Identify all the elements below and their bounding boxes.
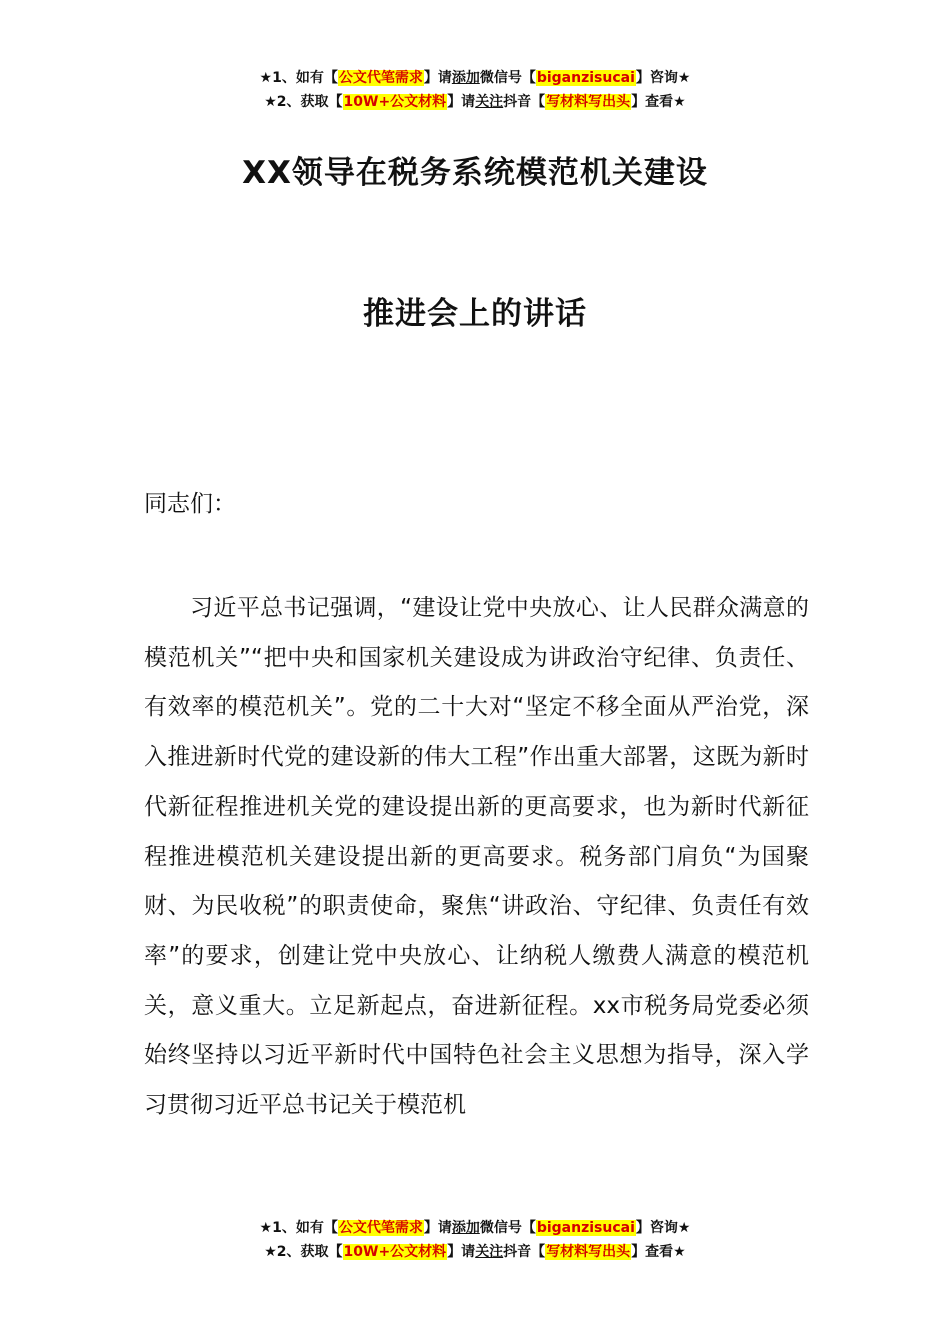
banner-highlight: 写材料写出头 (546, 1244, 631, 1260)
banner-emphasis: 添加 (451, 70, 480, 86)
banner-highlight: 公文代笔需求 (338, 70, 423, 86)
banner-line-1: ★1、如有【公文代笔需求】请添加微信号【biganzisucai】咨询★ (259, 70, 691, 86)
banner-line-1: ★1、如有【公文代笔需求】请添加微信号【biganzisucai】咨询★ (259, 1220, 691, 1236)
banner-highlight: 10W+公文材料 (343, 1244, 447, 1260)
banner-emphasis: 关注 (475, 94, 504, 110)
banner-emphasis: 关注 (475, 1244, 504, 1260)
document-title-line-2: 推进会上的讲话 (363, 296, 587, 332)
banner-line-2: ★2、获取【10W+公文材料】请关注抖音【写材料写出头】查看★ (264, 1244, 686, 1260)
banner-line-2: ★2、获取【10W+公文材料】请关注抖音【写材料写出头】查看★ (264, 94, 686, 110)
banner-highlight: 写材料写出头 (546, 94, 631, 110)
salutation: 同志们： (144, 491, 236, 517)
bottom-banner (0, 1216, 950, 1264)
top-banner (0, 66, 950, 114)
document-title-line-1: XX领导在税务系统模范机关建设 (242, 155, 708, 191)
body-paragraph: 习近平总书记强调，“建设让党中央放心、让人民群众满意的模范机关”“把中央和国家机关建设成为讲政治守纪律、负责任、有效率的模范机关”。党的二十大对“坚定不移全面从严治党，深入推进新时代党的建设新的伟大工程”作出重大部署，这既为新时代新征程推进机关党的建设提出新的更高要求，也为新时代新征程推进模范机关建设提出新的更高要求。税务部门肩负“为国聚财、为民收税”的职责使命，聚焦“讲政治、守纪律、负责任有效率”的要求，创建让党中央放心、让纳税人缴费人满意的模范机关，意义重大。立足新起点，奋进新征程。xx市税务局党委必须始终坚持以习近平新时代中国特色社会主义思想为指导，深入学习贯彻习近平总书记关于模范机 (144, 595, 809, 1119)
banner-highlight: biganzisucai (536, 70, 635, 86)
banner-highlight: 10W+公文材料 (343, 94, 447, 110)
banner-highlight: 公文代笔需求 (338, 1220, 423, 1236)
banner-emphasis: 添加 (451, 1220, 480, 1236)
banner-highlight: biganzisucai (536, 1220, 635, 1236)
